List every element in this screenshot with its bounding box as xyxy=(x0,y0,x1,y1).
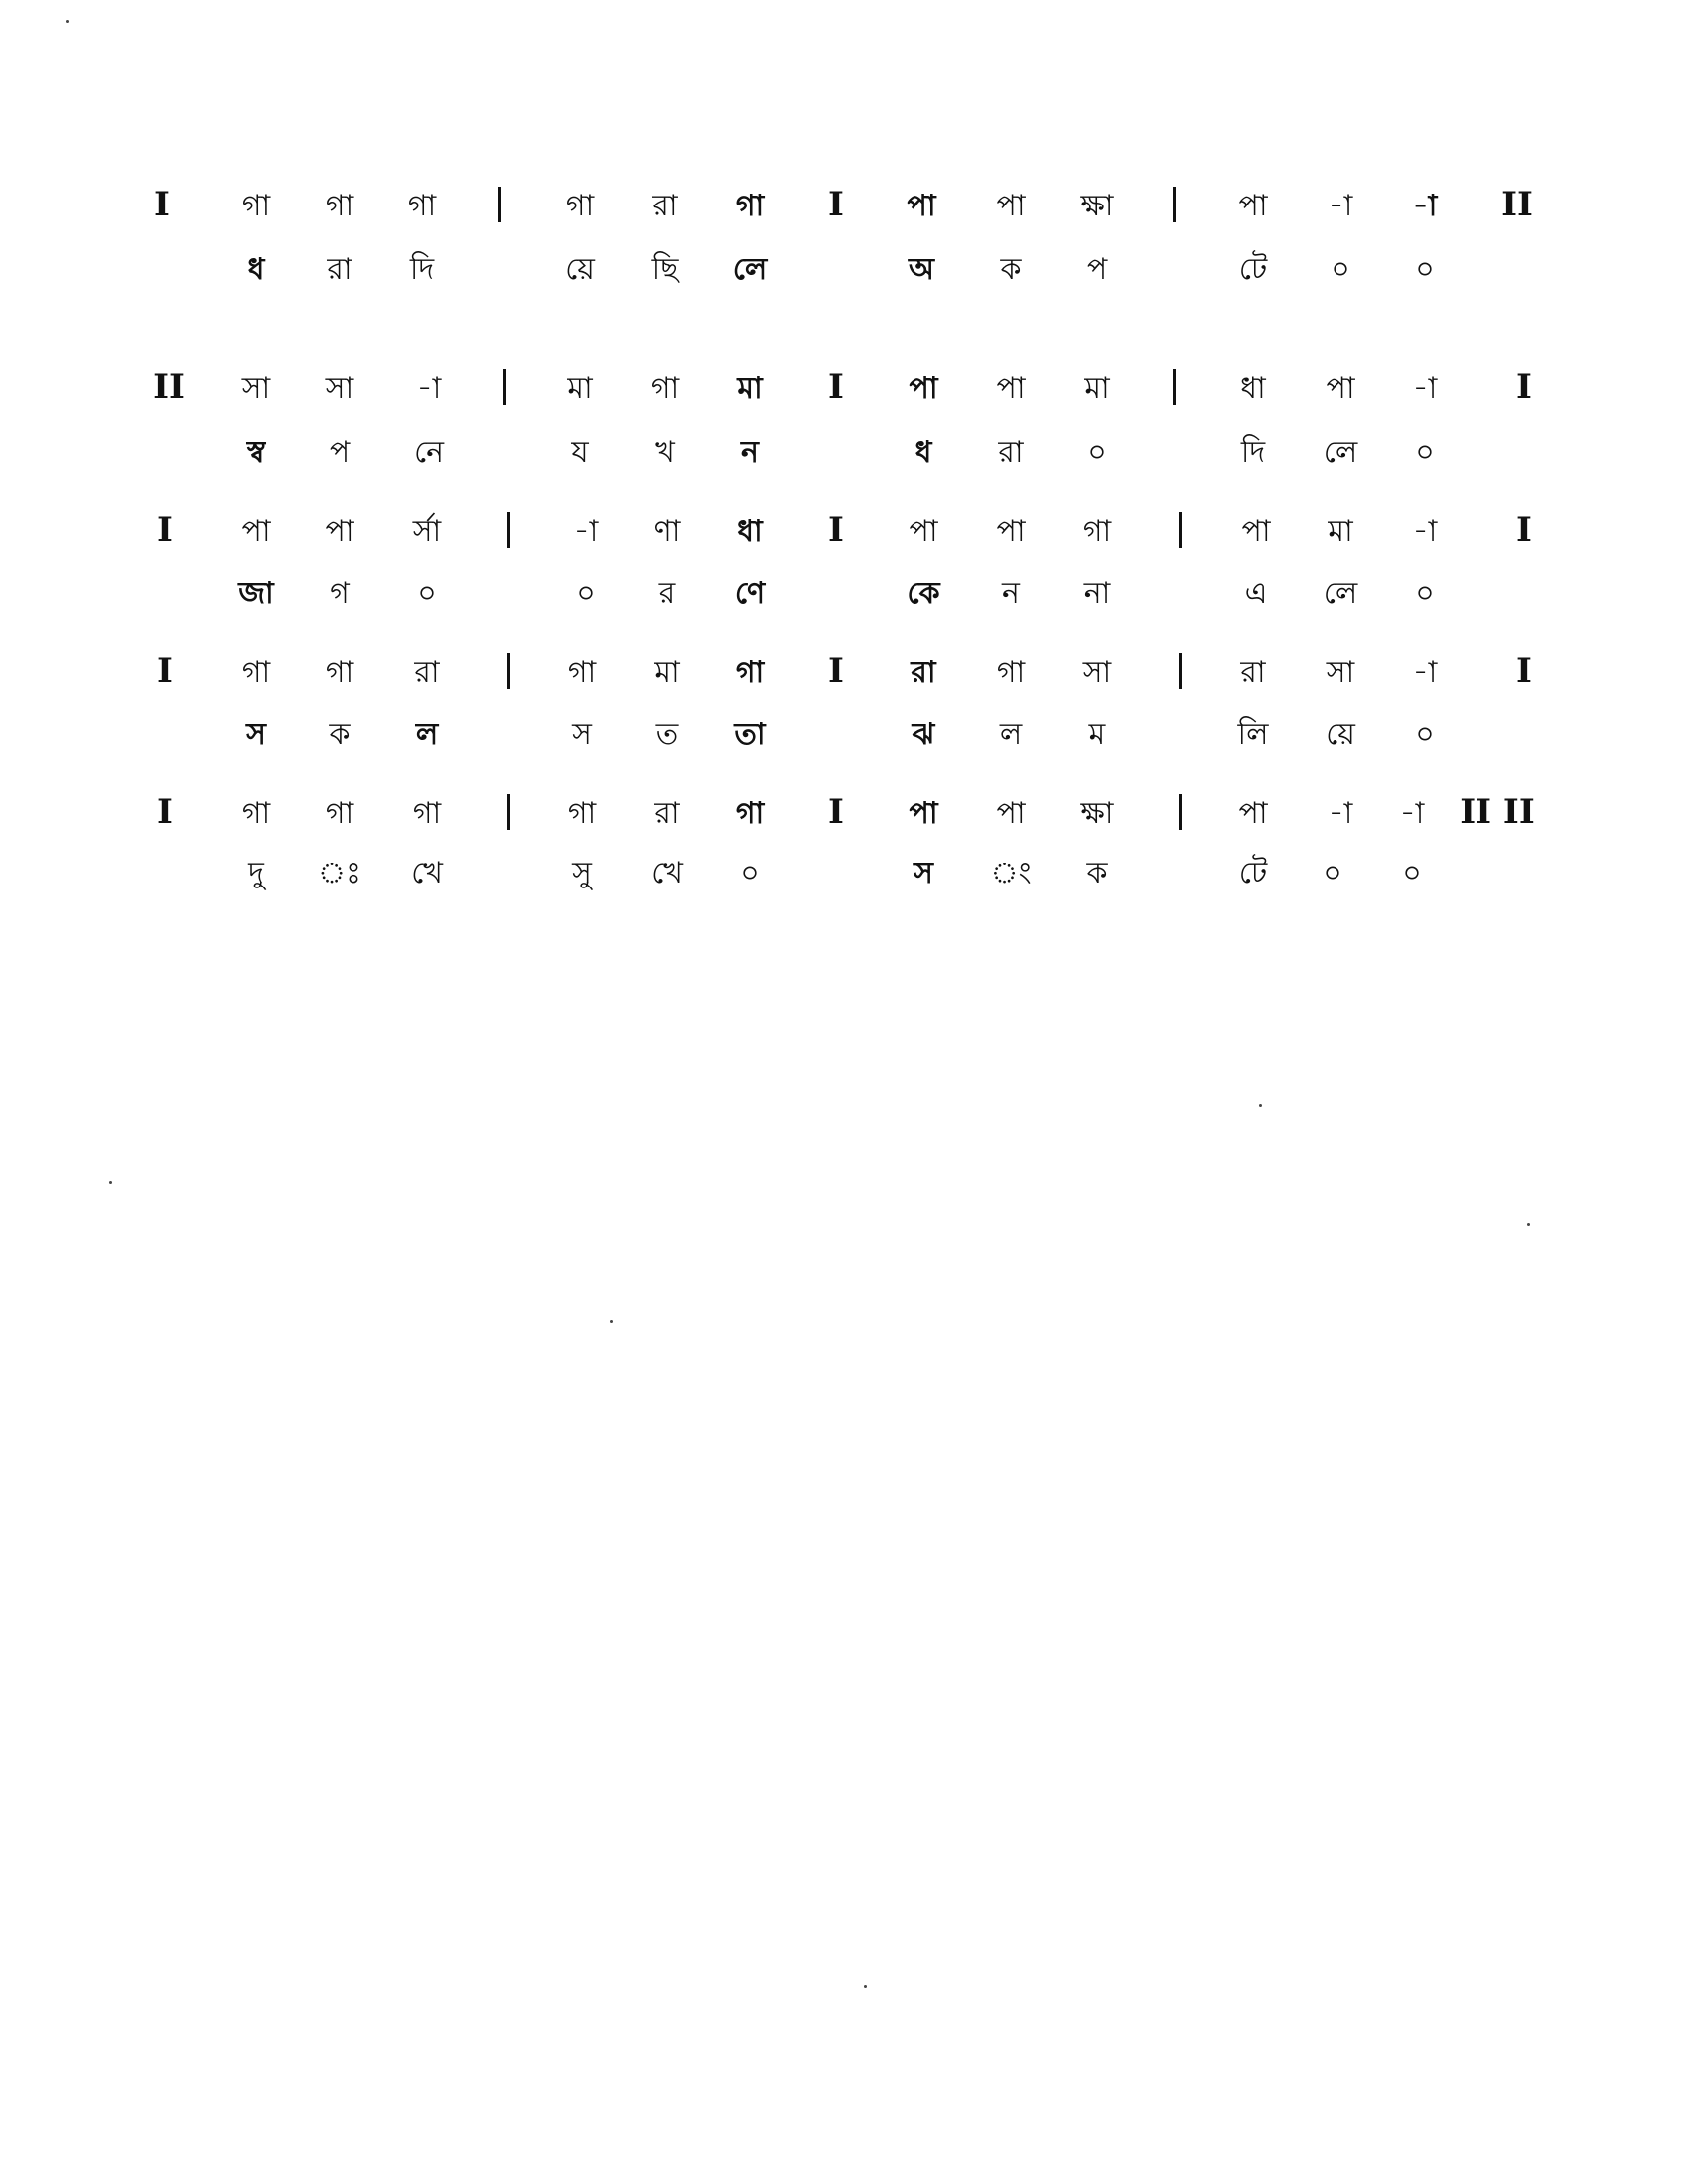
lyric-syllable: লি xyxy=(1237,717,1269,751)
swara-note: পা xyxy=(325,514,354,549)
swara-note: গা xyxy=(996,655,1026,690)
start-bar-line: I xyxy=(157,792,173,832)
notation-row-2-swara xyxy=(0,361,1688,417)
lyric-syllable: ক xyxy=(1086,856,1108,890)
lyric-syllable: ম xyxy=(1088,717,1106,751)
lyric-syllable: ক xyxy=(1000,252,1022,287)
lyric-syllable: ছি xyxy=(651,252,679,287)
lyric-syllable: স্ব xyxy=(246,435,266,470)
lyric-syllable: স xyxy=(572,717,592,751)
lyric-syllable: জা xyxy=(238,576,274,611)
mid-bar-line: I xyxy=(828,651,844,691)
swara-note: সা xyxy=(325,371,354,406)
swara-note: -া xyxy=(1328,189,1353,223)
lyric-syllable: এ xyxy=(1244,576,1268,611)
swara-note: ধা xyxy=(737,514,763,549)
lyric-syllable: ধ xyxy=(914,435,932,470)
start-bar-line: I xyxy=(157,510,173,550)
swara-note: পা xyxy=(1326,371,1355,406)
scan-speck xyxy=(66,20,69,23)
swara-note: মা xyxy=(654,655,680,690)
notation-row-1-lyrics xyxy=(0,242,1688,298)
notation-row-3-lyrics xyxy=(0,566,1688,621)
swara-note: -া xyxy=(1412,371,1438,406)
swara-note: গা xyxy=(567,655,597,690)
swara-note: -া xyxy=(573,514,599,549)
lyric-syllable: ০ xyxy=(1415,717,1435,751)
swara-note: গা xyxy=(241,655,271,690)
lyric-syllable: য xyxy=(571,435,589,470)
swara-note: র্সা xyxy=(412,514,442,549)
swara-note: -া xyxy=(1412,189,1438,223)
lyric-syllable: প xyxy=(1086,252,1108,287)
swara-note: ক্ষা xyxy=(1080,796,1114,831)
end-bar-line: I xyxy=(1516,510,1532,550)
vibhag-separator xyxy=(498,187,501,222)
lyric-syllable: ণে xyxy=(734,576,766,611)
swara-note: পা xyxy=(909,371,938,406)
swara-note: মা xyxy=(737,371,763,406)
lyric-syllable: খে xyxy=(411,856,443,890)
swara-note: গা xyxy=(325,796,354,831)
swara-note: -া xyxy=(1399,796,1425,831)
lyric-syllable: দি xyxy=(409,252,435,287)
swara-note: -া xyxy=(1412,514,1438,549)
swara-note: রা xyxy=(911,655,936,690)
lyric-syllable: ০ xyxy=(1087,435,1107,470)
mid-bar-line: I xyxy=(828,367,844,407)
swara-note: মা xyxy=(1084,371,1110,406)
notation-row-1-swara xyxy=(0,179,1688,234)
lyric-syllable: খ xyxy=(655,435,675,470)
lyric-syllable: দু xyxy=(248,856,264,890)
swara-note: গা xyxy=(567,796,597,831)
swara-note: ণা xyxy=(653,514,681,549)
swara-note: রা xyxy=(414,655,440,690)
lyric-syllable: টে xyxy=(1238,856,1268,890)
vibhag-separator xyxy=(1179,653,1182,689)
lyric-syllable: র xyxy=(658,576,676,611)
end-bar-line: II xyxy=(1501,185,1533,224)
lyric-syllable: ০ xyxy=(1331,252,1350,287)
lyric-syllable: স xyxy=(246,717,266,751)
lyric-syllable: য়ে xyxy=(565,252,595,287)
swara-note: রা xyxy=(1240,655,1266,690)
swara-note: পা xyxy=(996,514,1026,549)
swara-note: গা xyxy=(565,189,595,223)
swara-note: -া xyxy=(1328,796,1353,831)
swara-note: পা xyxy=(909,514,938,549)
lyric-syllable: গ xyxy=(330,576,350,611)
vibhag-separator xyxy=(1179,794,1182,830)
mid-bar-line: I xyxy=(828,185,844,224)
lyric-syllable: নে xyxy=(413,435,445,470)
swara-note: গা xyxy=(241,796,271,831)
swara-note: মা xyxy=(1328,514,1353,549)
swara-note: পা xyxy=(996,371,1026,406)
lyric-syllable: ০ xyxy=(576,576,596,611)
swara-note: পা xyxy=(996,796,1026,831)
swara-note: গা xyxy=(241,189,271,223)
swara-note: পা xyxy=(1241,514,1271,549)
lyric-syllable: ০ xyxy=(1415,576,1435,611)
swara-note: ধা xyxy=(1240,371,1266,406)
swara-note: সা xyxy=(241,371,271,406)
swara-note: -া xyxy=(1412,655,1438,690)
lyric-syllable: লে xyxy=(1323,576,1358,611)
scan-speck xyxy=(1527,1223,1530,1226)
swara-note: সা xyxy=(1326,655,1355,690)
notation-row-3-swara xyxy=(0,504,1688,560)
lyric-syllable: টে xyxy=(1238,252,1268,287)
swara-note: পা xyxy=(241,514,271,549)
scan-speck xyxy=(1259,1104,1262,1107)
swara-note: পা xyxy=(907,189,936,223)
swara-note: মা xyxy=(567,371,593,406)
end-bar-line: I xyxy=(1516,367,1532,407)
swara-note: গা xyxy=(325,655,354,690)
end-bar-line: II II xyxy=(1460,792,1535,832)
start-bar-line: I xyxy=(154,185,170,224)
lyric-syllable: ০ xyxy=(1402,856,1422,890)
mid-bar-line: I xyxy=(828,792,844,832)
swara-note: গা xyxy=(1082,514,1112,549)
lyric-syllable: সু xyxy=(572,856,592,890)
lyric-syllable: ০ xyxy=(1415,435,1435,470)
lyric-syllable: স xyxy=(914,856,933,890)
lyric-syllable: ল xyxy=(999,717,1023,751)
notation-row-5-lyrics xyxy=(0,846,1688,901)
scan-speck xyxy=(109,1181,112,1184)
lyric-syllable: ল xyxy=(415,717,439,751)
lyric-syllable: ০ xyxy=(417,576,437,611)
lyric-syllable: ন xyxy=(741,435,759,470)
lyric-syllable: ত xyxy=(655,717,679,751)
mid-bar-line: I xyxy=(828,510,844,550)
notation-row-4-lyrics xyxy=(0,707,1688,762)
start-bar-line: II xyxy=(153,367,185,407)
swara-note: পা xyxy=(1238,189,1268,223)
swara-note: রা xyxy=(652,189,678,223)
lyric-syllable: দি xyxy=(1240,435,1266,470)
swara-note: ক্ষা xyxy=(1080,189,1114,223)
vibhag-separator xyxy=(1173,187,1176,222)
swara-note: গা xyxy=(735,189,765,223)
lyric-syllable: ০ xyxy=(1323,856,1342,890)
notation-row-2-lyrics xyxy=(0,425,1688,480)
vibhag-separator xyxy=(507,794,510,830)
swara-note: গা xyxy=(735,796,765,831)
swara-note: গা xyxy=(407,189,437,223)
lyric-syllable: ন xyxy=(1002,576,1020,611)
lyric-syllable: লে xyxy=(732,252,768,287)
lyric-syllable: রা xyxy=(998,435,1024,470)
swara-note: পা xyxy=(996,189,1026,223)
vibhag-separator xyxy=(1179,512,1182,548)
swara-note: পা xyxy=(909,796,938,831)
lyric-syllable: ০ xyxy=(1415,252,1435,287)
lyric-syllable: না xyxy=(1083,576,1111,611)
lyric-syllable: ০ xyxy=(740,856,760,890)
swara-note: -া xyxy=(416,371,442,406)
vibhag-separator xyxy=(1173,369,1176,405)
swara-note: সা xyxy=(1082,655,1112,690)
scan-speck xyxy=(864,1985,867,1988)
lyric-syllable: ং xyxy=(990,856,1032,890)
lyric-syllable: ক xyxy=(329,717,351,751)
vibhag-separator xyxy=(507,653,510,689)
lyric-syllable: রা xyxy=(327,252,352,287)
lyric-syllable: ধ xyxy=(247,252,265,287)
vibhag-separator xyxy=(503,369,506,405)
notation-row-5-swara xyxy=(0,786,1688,842)
swara-note: গা xyxy=(650,371,680,406)
end-bar-line: I xyxy=(1516,651,1532,691)
swara-note: গা xyxy=(412,796,442,831)
swara-note: গা xyxy=(325,189,354,223)
lyric-syllable: ঝ xyxy=(912,717,935,751)
scan-speck xyxy=(610,1320,613,1323)
lyric-syllable: তা xyxy=(734,717,766,751)
notation-row-4-swara xyxy=(0,645,1688,701)
swara-note: গা xyxy=(735,655,765,690)
lyric-syllable: অ xyxy=(909,252,934,287)
swara-note: রা xyxy=(654,796,680,831)
lyric-syllable: য়ে xyxy=(1326,717,1355,751)
swara-note: পা xyxy=(1238,796,1268,831)
start-bar-line: I xyxy=(157,651,173,691)
lyric-syllable: লে xyxy=(1323,435,1358,470)
lyric-syllable: প xyxy=(329,435,351,470)
lyric-syllable: ঃ xyxy=(317,856,362,890)
lyric-syllable: কে xyxy=(907,576,940,611)
vibhag-separator xyxy=(507,512,510,548)
lyric-syllable: খে xyxy=(651,856,683,890)
